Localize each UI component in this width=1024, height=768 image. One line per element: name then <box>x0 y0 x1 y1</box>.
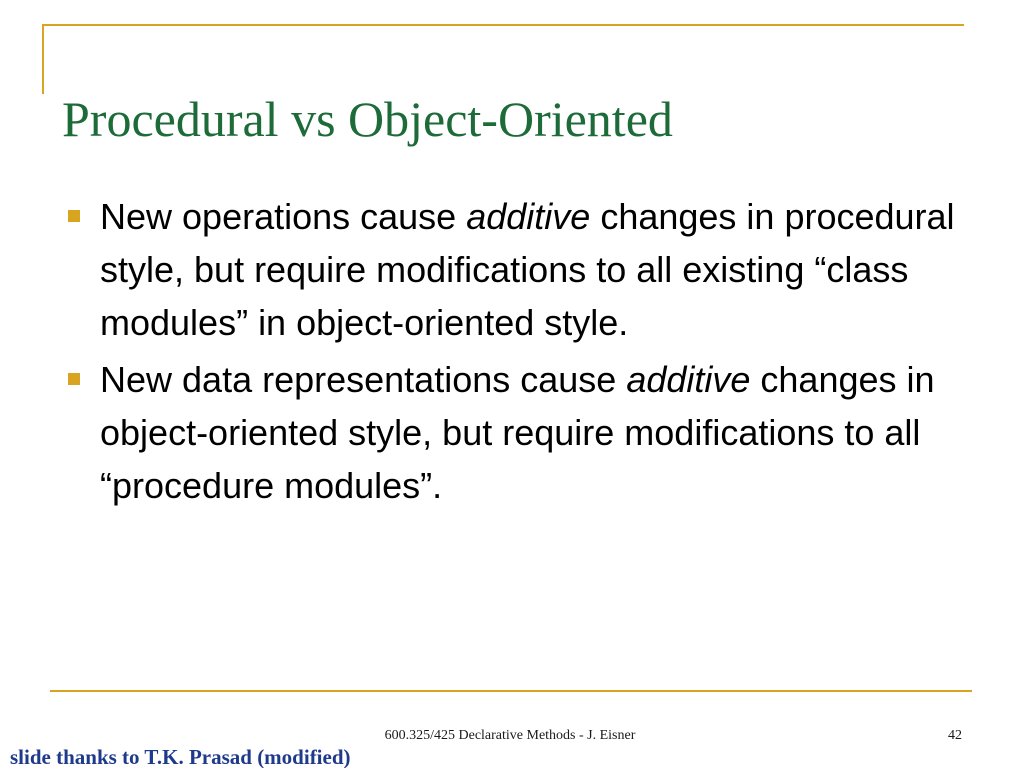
bullet-item-2 <box>64 353 964 512</box>
frame-left-rule <box>42 24 44 94</box>
square-bullet-icon <box>68 210 80 222</box>
slide-title: Procedural vs Object-Oriented <box>62 91 673 147</box>
footer-rule <box>50 690 972 692</box>
bullet-text-2 <box>100 359 935 506</box>
bullet-list <box>64 190 964 516</box>
frame-top-rule <box>42 24 964 26</box>
bullet-text-1-after: changes in procedural style, but require modifications to all existing “class modules” in object-oriented style. <box>100 196 955 343</box>
bullet-item-1 <box>64 190 964 349</box>
square-bullet-icon <box>68 373 80 385</box>
bullet-text-2-after: changes in object-oriented style, but require modifications to all “procedure modules”. <box>100 359 935 506</box>
bullet-text-1 <box>100 196 955 343</box>
bullet-text-2-before: New data representations cause <box>100 359 627 400</box>
bullet-text-2-emphasis: additive <box>626 359 751 400</box>
slide-credit: slide thanks to T.K. Prasad (modified) <box>10 745 351 768</box>
footer-course: 600.325/425 Declarative Methods - J. Eisner <box>384 728 636 743</box>
bullet-text-1-before: New operations cause <box>100 196 467 237</box>
bullet-text-1-emphasis: additive <box>466 196 591 237</box>
page-number: 42 <box>948 728 962 743</box>
